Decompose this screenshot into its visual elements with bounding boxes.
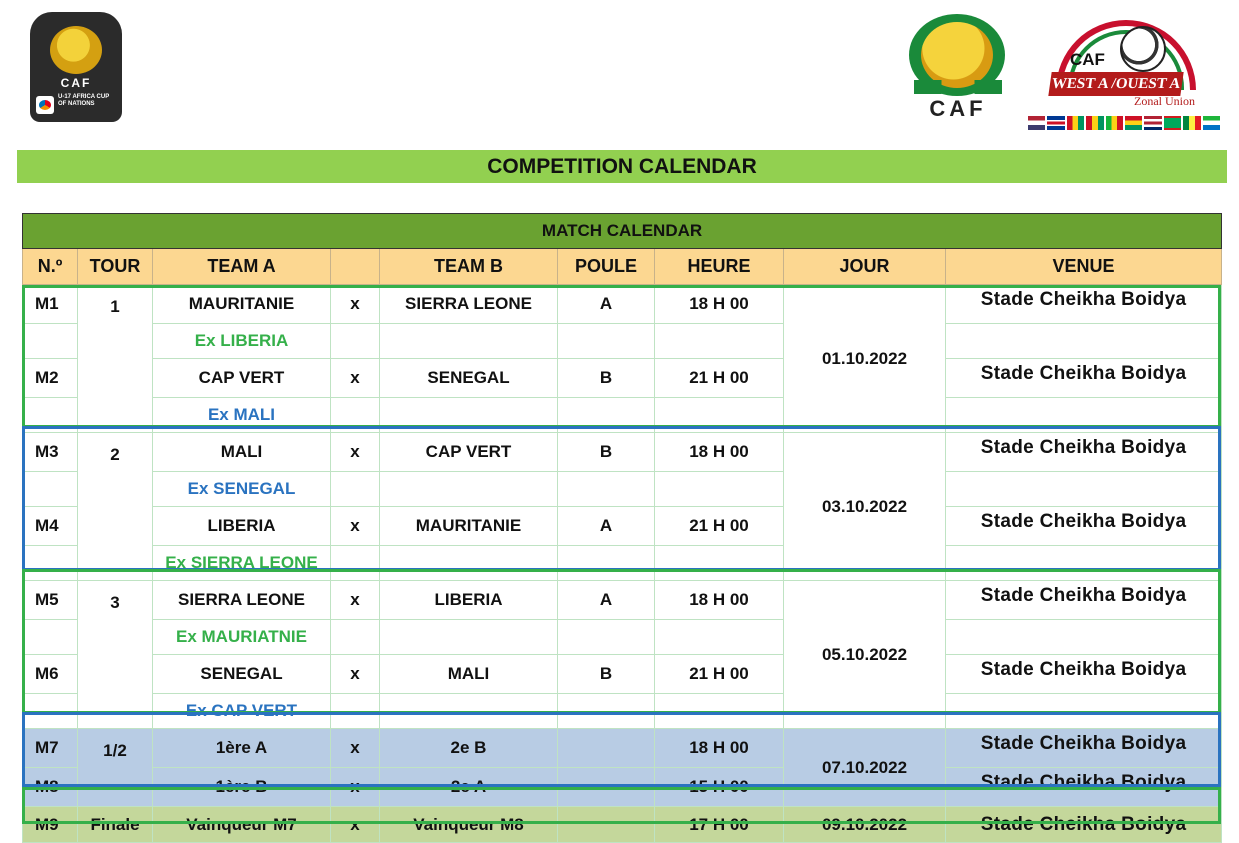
table-row [23, 472, 1222, 507]
wafu-zone-a-logo [1028, 20, 1220, 132]
wings-icon [903, 80, 1013, 94]
poule [558, 729, 655, 768]
team-a: 1ère B [153, 768, 331, 807]
ex-team: Ex SIERRA LEONE [153, 546, 331, 581]
ex-team: Ex MAURIATNIE [153, 620, 331, 655]
table-row-final [23, 807, 1222, 843]
venue: Stade Cheikha Boidya [946, 507, 1222, 546]
competition-calendar-banner: COMPETITION CALENDAR [17, 150, 1227, 183]
vs: x [331, 433, 380, 472]
empty-cell [946, 620, 1222, 655]
empty-cell [380, 398, 558, 433]
match-number: M8 [23, 768, 78, 807]
tour-cell: 1/2 [78, 729, 153, 807]
tour-cell: Finale [78, 807, 153, 843]
empty-cell [558, 546, 655, 581]
empty-cell [23, 324, 78, 359]
poule: B [558, 359, 655, 398]
heure: 18 H 00 [655, 729, 784, 768]
team-b: MAURITANIE [380, 507, 558, 546]
heure: 21 H 00 [655, 507, 784, 546]
empty-cell [558, 398, 655, 433]
member-flags [1028, 116, 1220, 130]
flag-icon [1067, 116, 1084, 130]
header-team-b: TEAM B [380, 249, 558, 285]
empty-cell [331, 472, 380, 507]
wafu-band-text: WEST A /OUEST A [1048, 72, 1183, 96]
ex-team: Ex MALI [153, 398, 331, 433]
football-icon [1120, 26, 1166, 72]
match-number: M7 [23, 729, 78, 768]
header-team-a: TEAM A [153, 249, 331, 285]
vs: x [331, 507, 380, 546]
empty-cell [331, 324, 380, 359]
empty-cell [380, 546, 558, 581]
empty-cell [655, 324, 784, 359]
heure: 21 H 00 [655, 655, 784, 694]
ex-team: Ex SENEGAL [153, 472, 331, 507]
header-poule: POULE [558, 249, 655, 285]
match-number: M6 [23, 655, 78, 694]
flag-icon [1047, 116, 1064, 130]
team-a: CAP VERT [153, 359, 331, 398]
header-num: N.º [23, 249, 78, 285]
venue: Stade Cheikha Boidya [946, 729, 1222, 768]
empty-cell [655, 472, 784, 507]
table-row [23, 433, 1222, 472]
header-jour: JOUR [784, 249, 946, 285]
jour-cell: 05.10.2022 [784, 581, 946, 729]
header-venue: VENUE [946, 249, 1222, 285]
jour-cell: 01.10.2022 [784, 285, 946, 433]
jour-cell: 09.10.2022 [784, 807, 946, 843]
poule: B [558, 433, 655, 472]
empty-cell [380, 472, 558, 507]
team-a: 1ère A [153, 729, 331, 768]
team-b: Vainqueur M8 [380, 807, 558, 843]
poule: A [558, 285, 655, 324]
match-number: M5 [23, 581, 78, 620]
vs: x [331, 581, 380, 620]
empty-cell [380, 694, 558, 729]
match-number: M2 [23, 359, 78, 398]
match-number: M3 [23, 433, 78, 472]
logo-sub-text: U-17 AFRICA CUP OF NATIONS [58, 94, 110, 107]
tour-cell: 2 [78, 433, 153, 581]
header-tour: TOUR [78, 249, 153, 285]
vs: x [331, 807, 380, 843]
empty-cell [331, 620, 380, 655]
caf-u17-afcon-logo [30, 12, 122, 122]
team-a: SENEGAL [153, 655, 331, 694]
caf-logo-text: CAF [929, 96, 987, 121]
vs: x [331, 359, 380, 398]
poule: B [558, 655, 655, 694]
team-b: SENEGAL [380, 359, 558, 398]
logo-sub [36, 94, 116, 116]
table-row [23, 768, 1222, 807]
table-row [23, 581, 1222, 620]
empty-cell [380, 620, 558, 655]
table-row [23, 546, 1222, 581]
flag-icon [1144, 116, 1161, 130]
jour-cell: 03.10.2022 [784, 433, 946, 581]
empty-cell [23, 546, 78, 581]
vs: x [331, 729, 380, 768]
africa-globe-icon [50, 26, 102, 74]
heure: 18 H 00 [655, 433, 784, 472]
totalenergies-icon [36, 96, 54, 114]
empty-cell [946, 398, 1222, 433]
venue: Stade Cheikha Boidya [946, 433, 1222, 472]
empty-cell [23, 398, 78, 433]
empty-cell [380, 324, 558, 359]
table-row [23, 285, 1222, 324]
empty-cell [946, 546, 1222, 581]
flag-icon [1203, 116, 1220, 130]
heure: 15 H 00 [655, 768, 784, 807]
poule: A [558, 581, 655, 620]
poule: A [558, 507, 655, 546]
match-number: M4 [23, 507, 78, 546]
empty-cell [558, 324, 655, 359]
table-row [23, 620, 1222, 655]
empty-cell [23, 694, 78, 729]
heure: 21 H 00 [655, 359, 784, 398]
flag-icon [1086, 116, 1103, 130]
team-b: 2e A [380, 768, 558, 807]
table-row [23, 694, 1222, 729]
match-calendar-table [22, 213, 1222, 843]
header-heure: HEURE [655, 249, 784, 285]
venue: Stade Cheikha Boidya [946, 581, 1222, 620]
flag-icon [1028, 116, 1045, 130]
flag-icon [1106, 116, 1123, 130]
flag-icon [1183, 116, 1200, 130]
ex-team: Ex CAP VERT [153, 694, 331, 729]
tour-cell: 3 [78, 581, 153, 729]
venue: Stade Cheikha Boidya [946, 359, 1222, 398]
table-row [23, 359, 1222, 398]
venue: Stade Cheikha Boidya [946, 285, 1222, 324]
team-a: Vainqueur M7 [153, 807, 331, 843]
table-row [23, 507, 1222, 546]
poule [558, 768, 655, 807]
vs: x [331, 768, 380, 807]
team-b: LIBERIA [380, 581, 558, 620]
heure: 18 H 00 [655, 581, 784, 620]
vs: x [331, 285, 380, 324]
tour-cell: 1 [78, 285, 153, 433]
table-title: MATCH CALENDAR [23, 214, 1222, 249]
empty-cell [655, 694, 784, 729]
empty-cell [558, 472, 655, 507]
team-a: MALI [153, 433, 331, 472]
flag-icon [1164, 116, 1181, 130]
empty-cell [655, 398, 784, 433]
match-number: M9 [23, 807, 78, 843]
empty-cell [331, 546, 380, 581]
poule [558, 807, 655, 843]
jour-cell: 07.10.2022 [784, 729, 946, 807]
logo-caf-text: CAF [60, 76, 92, 90]
empty-cell [946, 472, 1222, 507]
match-number: M1 [23, 285, 78, 324]
vs: x [331, 655, 380, 694]
ex-team: Ex LIBERIA [153, 324, 331, 359]
empty-cell [946, 694, 1222, 729]
wafu-caf-text: CAF [1070, 50, 1105, 69]
table-row [23, 655, 1222, 694]
team-b: 2e B [380, 729, 558, 768]
venue: Stade Cheikha Boidya [946, 655, 1222, 694]
table-row [23, 324, 1222, 359]
header-vs [331, 249, 380, 285]
empty-cell [23, 472, 78, 507]
table-row [23, 398, 1222, 433]
empty-cell [23, 620, 78, 655]
team-b: MALI [380, 655, 558, 694]
heure: 18 H 00 [655, 285, 784, 324]
heure: 17 H 00 [655, 807, 784, 843]
team-b: CAP VERT [380, 433, 558, 472]
venue: Stade Cheikha Boidya [946, 768, 1222, 807]
flag-icon [1125, 116, 1142, 130]
team-a: MAURITANIE [153, 285, 331, 324]
team-b: SIERRA LEONE [380, 285, 558, 324]
empty-cell [558, 694, 655, 729]
empty-cell [655, 620, 784, 655]
header-row [23, 249, 1222, 285]
venue: Stade Cheikha Boidya [946, 807, 1222, 843]
empty-cell [331, 694, 380, 729]
empty-cell [558, 620, 655, 655]
empty-cell [331, 398, 380, 433]
empty-cell [946, 324, 1222, 359]
table-row [23, 729, 1222, 768]
wafu-zonal-text: Zonal Union [1134, 94, 1195, 108]
caf-logo [903, 14, 1013, 124]
empty-cell [655, 546, 784, 581]
team-a: SIERRA LEONE [153, 581, 331, 620]
team-a: LIBERIA [153, 507, 331, 546]
